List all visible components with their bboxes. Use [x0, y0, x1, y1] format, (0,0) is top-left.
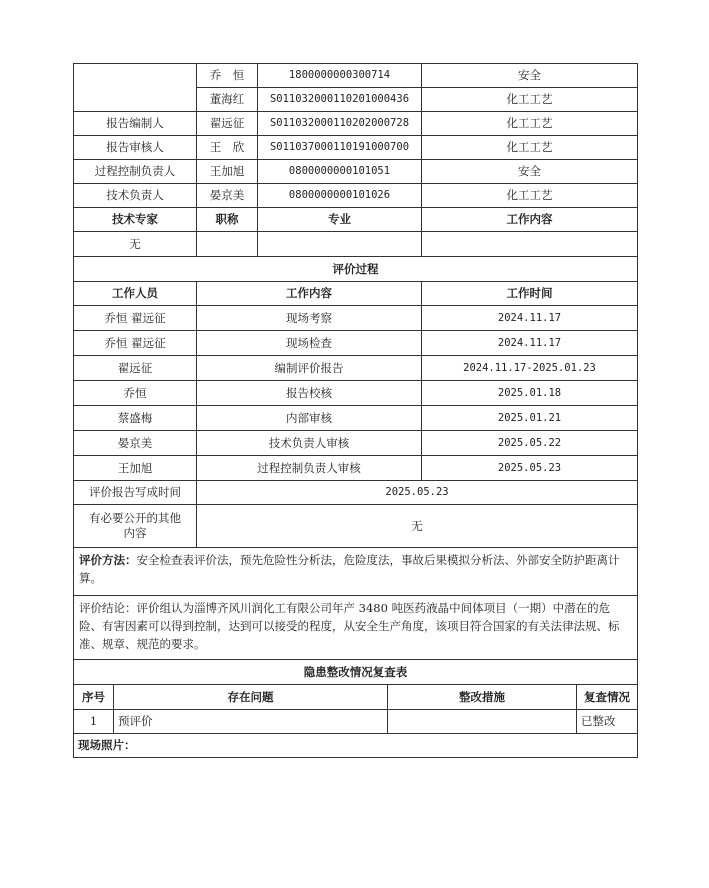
- method-row: [74, 548, 638, 596]
- personnel-name: 乔 恒: [197, 64, 258, 88]
- personnel-specialty: 化工工艺: [422, 136, 638, 160]
- personnel-name: 董海红: [197, 88, 258, 112]
- rectification-row: [74, 710, 638, 734]
- process-header-row: [74, 282, 638, 306]
- rectification-header: 存在问题: [114, 685, 388, 710]
- personnel-role: 报告审核人: [74, 136, 197, 160]
- process-staff: 蔡盛梅: [74, 406, 197, 431]
- personnel-cert-number: 1800000000300714: [258, 64, 422, 88]
- personnel-row: [74, 112, 638, 136]
- other-content-label: 有必要公开的其他内容: [74, 505, 197, 548]
- rectification-index: 1: [74, 710, 114, 734]
- personnel-role: 报告编制人: [74, 112, 197, 136]
- process-task: 过程控制负责人审核: [197, 456, 422, 481]
- personnel-name: 翟远征: [197, 112, 258, 136]
- expert-specialty: [258, 232, 422, 257]
- personnel-name: 晏京美: [197, 184, 258, 208]
- experts-row: [74, 232, 638, 257]
- personnel-role: 过程控制负责人: [74, 160, 197, 184]
- experts-header: 工作内容: [422, 208, 638, 232]
- process-task: 编制评价报告: [197, 356, 422, 381]
- personnel-row: [74, 136, 638, 160]
- personnel-specialty: 化工工艺: [422, 112, 638, 136]
- process-extra-table: [73, 480, 638, 660]
- process-task: 现场检查: [197, 331, 422, 356]
- process-time: 2025.01.18: [422, 381, 638, 406]
- conclusion-row: [74, 596, 638, 660]
- personnel-specialty: 安全: [422, 160, 638, 184]
- process-time: 2025.05.23: [422, 456, 638, 481]
- process-staff: 翟远征: [74, 356, 197, 381]
- process-time: 2024.11.17-2025.01.23: [422, 356, 638, 381]
- process-staff: 王加旭: [74, 456, 197, 481]
- process-task: 技术负责人审核: [197, 431, 422, 456]
- expert-title: [197, 232, 258, 257]
- process-time: 2025.01.21: [422, 406, 638, 431]
- process-row: [74, 406, 638, 431]
- evaluation-method: [74, 548, 638, 596]
- process-row: [74, 381, 638, 406]
- method-text: 安全检查表评价法，预先危险性分析法，危险度法，事故后果模拟分析法、外部安全防护距离计算。: [79, 553, 620, 585]
- rectification-header: 整改措施: [388, 685, 577, 710]
- process-task: 内部审核: [197, 406, 422, 431]
- method-label: 评价方法：: [79, 553, 137, 567]
- experts-header: 专业: [258, 208, 422, 232]
- personnel-row: [74, 184, 638, 208]
- personnel-name: 王加旭: [197, 160, 258, 184]
- personnel-name: 王 欣: [197, 136, 258, 160]
- process-staff: 乔恒 翟远征: [74, 306, 197, 331]
- photos-row: [74, 734, 638, 758]
- rectification-status: 已整改: [577, 710, 638, 734]
- process-title: 评价过程: [74, 257, 638, 282]
- personnel-specialty: 化工工艺: [422, 88, 638, 112]
- personnel-cert-number: S011032000110201000436: [258, 88, 422, 112]
- process-staff: 乔恒: [74, 381, 197, 406]
- other-content-value: 无: [197, 505, 638, 548]
- personnel-row: [74, 160, 638, 184]
- rectification-table: [73, 659, 638, 758]
- experts-header: 职称: [197, 208, 258, 232]
- report-time-row: [74, 481, 638, 505]
- process-row: [74, 331, 638, 356]
- process-row: [74, 431, 638, 456]
- rectification-measure: [388, 710, 577, 734]
- process-staff: 乔恒 翟远征: [74, 331, 197, 356]
- process-staff: 晏京美: [74, 431, 197, 456]
- process-header: 工作内容: [197, 282, 422, 306]
- report-time-value: 2025.05.23: [197, 481, 638, 505]
- rectification-title-row: [74, 660, 638, 685]
- process-header: 工作时间: [422, 282, 638, 306]
- site-photos-label: 现场照片：: [74, 734, 638, 758]
- personnel-role: [74, 64, 197, 112]
- expert-work: [422, 232, 638, 257]
- rectification-header: 复查情况: [577, 685, 638, 710]
- personnel-role: 技术负责人: [74, 184, 197, 208]
- personnel-cert-number: 0800000000101026: [258, 184, 422, 208]
- process-row: [74, 306, 638, 331]
- personnel-row: [74, 64, 638, 88]
- personnel-table: [73, 63, 638, 208]
- rectification-title: 隐患整改情况复查表: [74, 660, 638, 685]
- report-time-label: 评价报告写成时间: [74, 481, 197, 505]
- process-row: [74, 456, 638, 481]
- other-content-row: [74, 505, 638, 548]
- evaluation-conclusion: 评价结论：评价组认为淄博齐风川润化工有限公司年产 3480 吨医药液晶中间体项目（一期）中潜在的危险、有害因素可以得到控制，达到可以接受的程度，从安全生产角度，该项目符合国家的有关法律法规、标准、规章、规范的要求。: [74, 596, 638, 660]
- process-task: 报告校核: [197, 381, 422, 406]
- process-title-row: [74, 257, 638, 282]
- personnel-cert-number: S011037000110191000700: [258, 136, 422, 160]
- personnel-specialty: 化工工艺: [422, 184, 638, 208]
- process-task: 现场考察: [197, 306, 422, 331]
- process-table: [73, 256, 638, 481]
- personnel-cert-number: S011032000110202000728: [258, 112, 422, 136]
- process-time: 2024.11.17: [422, 306, 638, 331]
- process-header: 工作人员: [74, 282, 197, 306]
- rectification-header-row: [74, 685, 638, 710]
- process-row: [74, 356, 638, 381]
- rectification-header: 序号: [74, 685, 114, 710]
- process-time: 2024.11.17: [422, 331, 638, 356]
- experts-header-row: [74, 208, 638, 232]
- personnel-cert-number: 0800000000101051: [258, 160, 422, 184]
- expert-name: 无: [74, 232, 197, 257]
- report-sheet: [73, 63, 637, 758]
- experts-table: [73, 207, 638, 257]
- experts-header: 技术专家: [74, 208, 197, 232]
- personnel-specialty: 安全: [422, 64, 638, 88]
- rectification-issue: 预评价: [114, 710, 388, 734]
- process-time: 2025.05.22: [422, 431, 638, 456]
